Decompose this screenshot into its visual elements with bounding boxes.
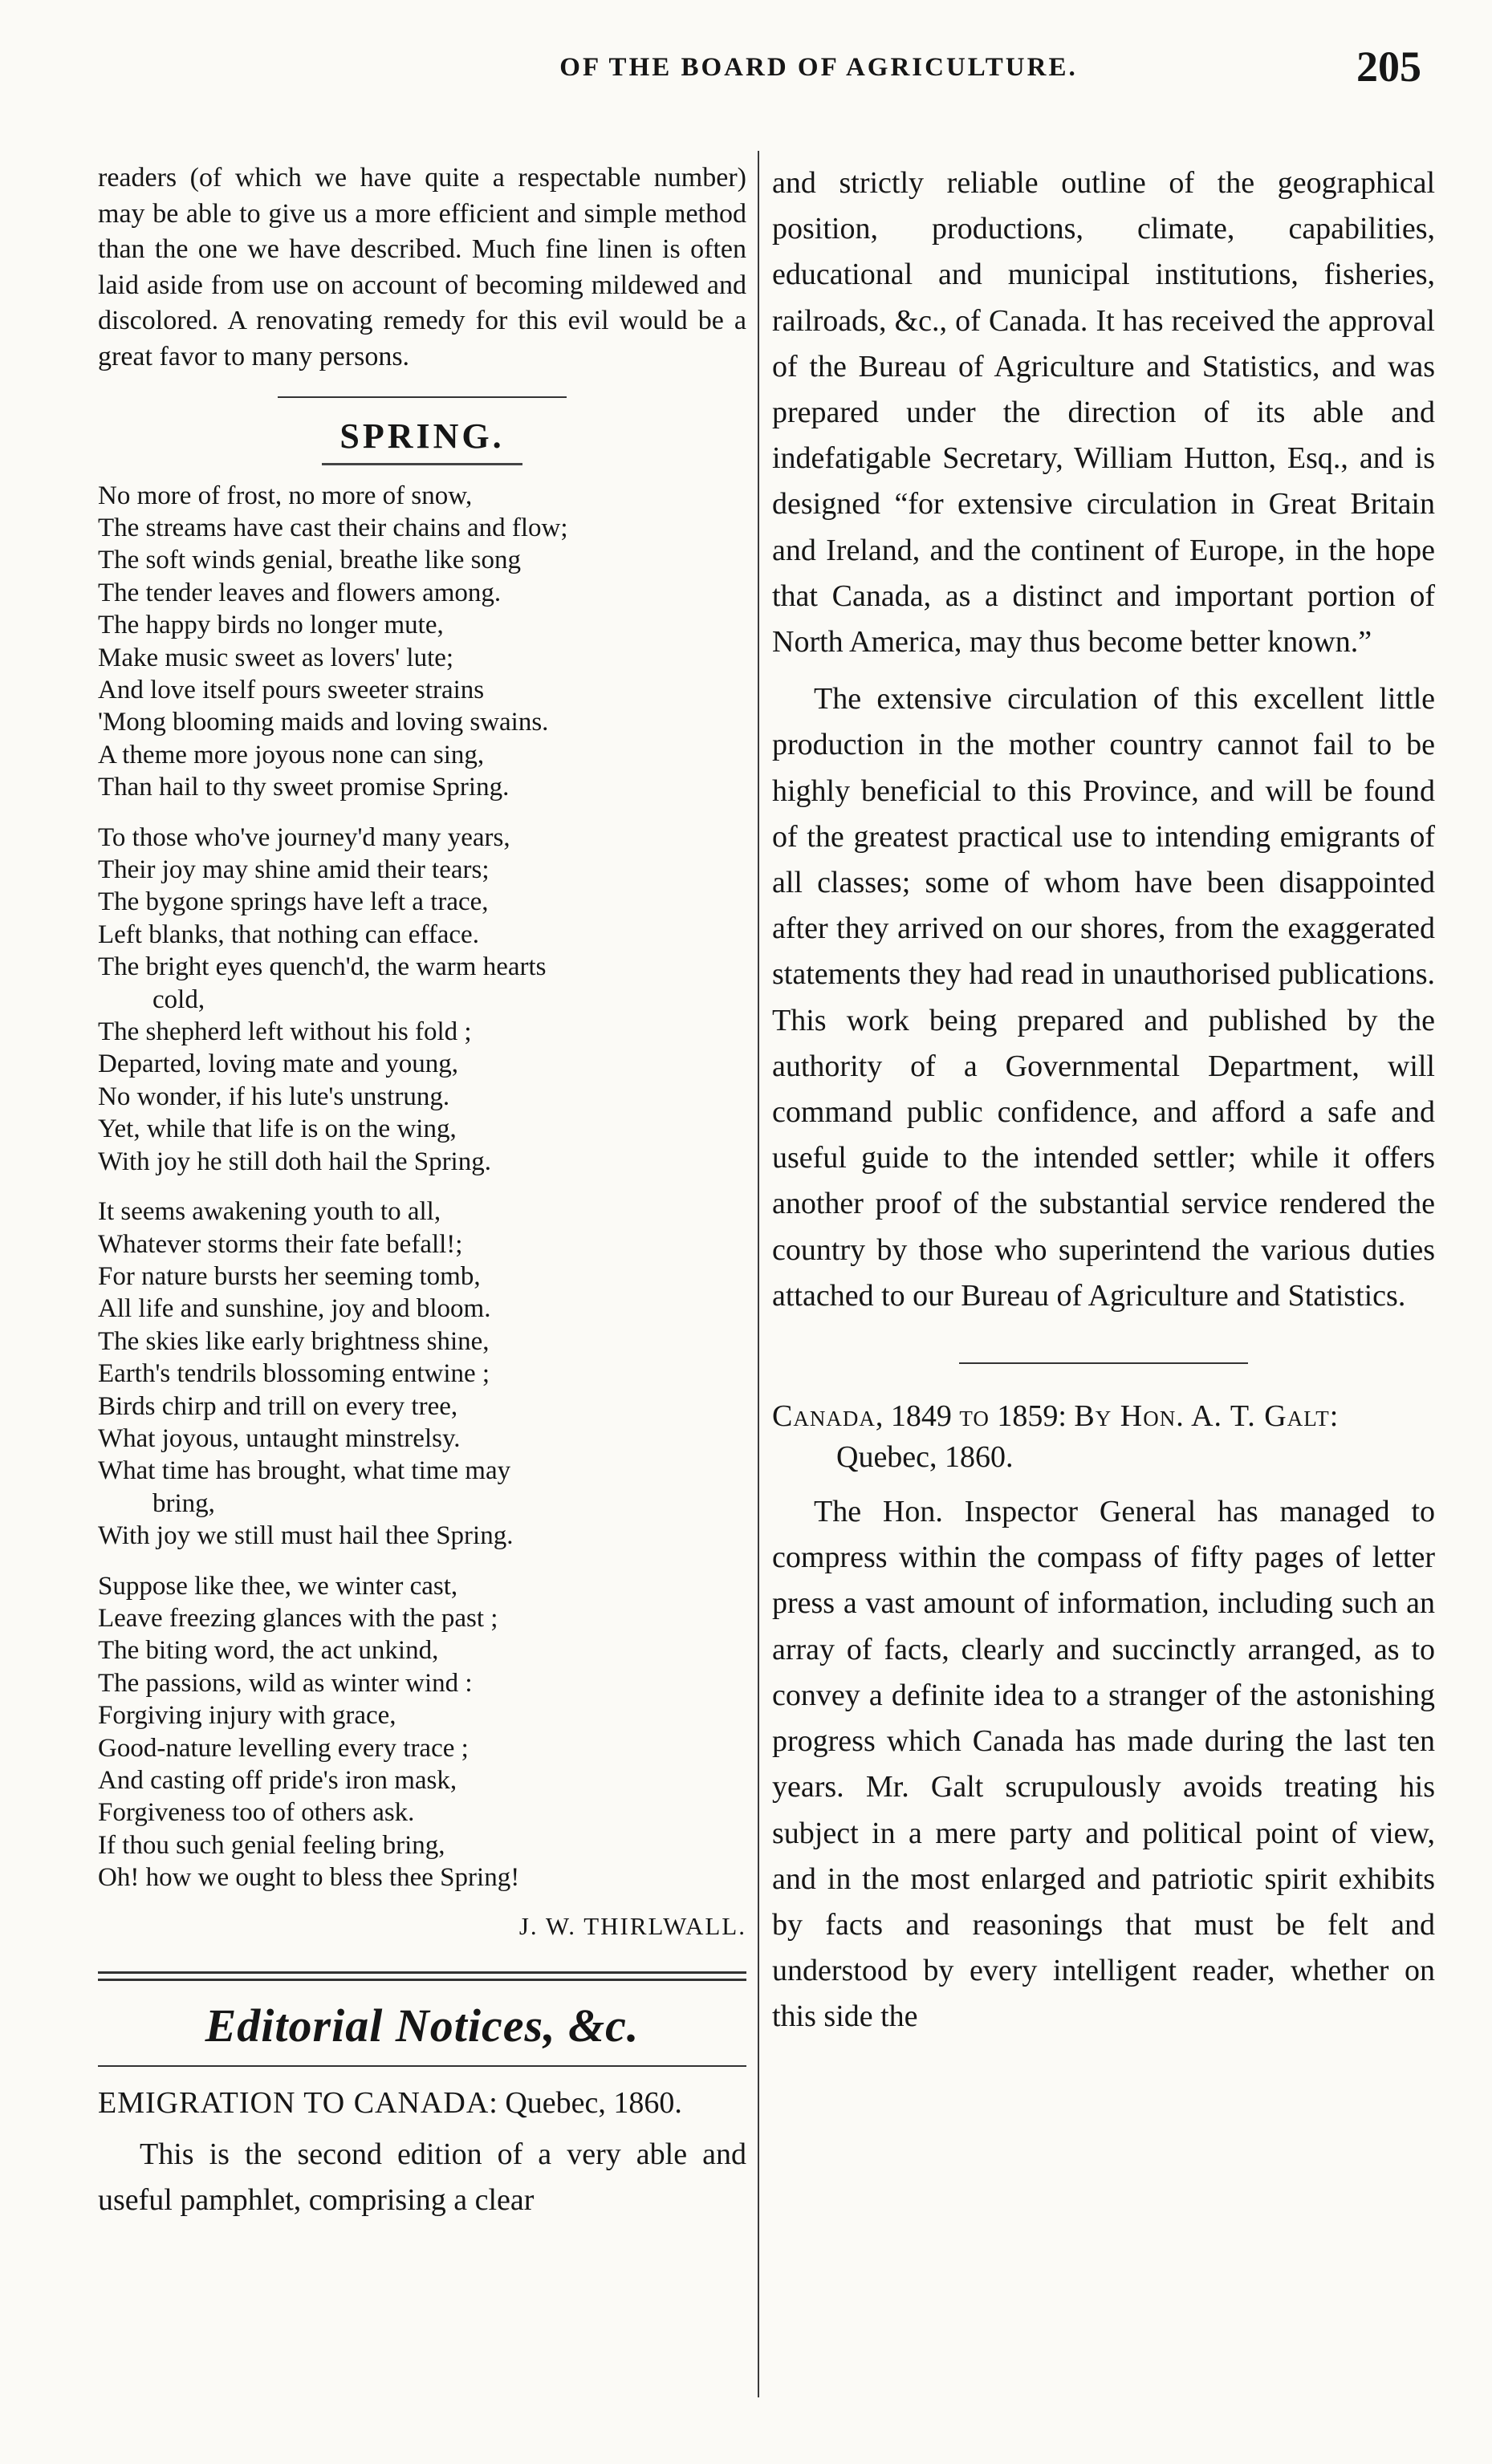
poem-line: Good-nature levelling every trace ; — [98, 1733, 469, 1763]
poem-line: Than hail to thy sweet promise Spring. — [98, 773, 510, 802]
right-paragraph-2: The extensive circulation of this excellent little production in the mother country cannot fail to be highly beneficial to this Province, and will be found of the greatest practical use to intending emigrants of all classes; some of whom have been disappointed after they arrived on our shores, from the exaggerated statements they had read in unauthorised publications. This work being prepared and published by the authority of a Governmental Department, will command public confidence, and afford a safe and useful guide to the intended settler; while it offers another proof of the substantial service rendered the country by those who superintend the various duties attached to our Bureau of Agriculture and Statistics. — [772, 682, 1435, 1313]
section-rule — [98, 2065, 746, 2067]
poem-line: Birds chirp and trill on every tree, — [98, 1391, 458, 1421]
poem-line: bring, — [152, 1488, 215, 1518]
poem-line: The tender leaves and flowers among. — [98, 578, 502, 607]
left-column — [98, 160, 746, 2223]
poem-line: What joyous, untaught minstrelsy. — [98, 1423, 461, 1453]
poem-line: If thou such genial feeling bring, — [98, 1830, 445, 1860]
notice2-rest: : Quebec, 1860. — [836, 1399, 1339, 1475]
poem-line: To those who've journey'd many years, — [98, 822, 510, 852]
poem-line: The streams have cast their chains and flow; — [98, 513, 568, 542]
poem-line: The passions, wild as winter wind : — [98, 1668, 473, 1698]
notice2-sc-b: to — [959, 1399, 990, 1434]
poem-line: With joy we still must hail thee Spring. — [98, 1521, 514, 1551]
poem-line: No wonder, if his lute's unstrung. — [98, 1082, 450, 1111]
notice-title — [98, 2083, 746, 2124]
poem-line: The soft winds genial, breathe like song — [98, 546, 521, 575]
poem-stanza — [98, 1195, 746, 1552]
notice-title-rest: : Quebec, 1860. — [489, 2085, 682, 2120]
notice2-mid2: 1859: — [989, 1399, 1075, 1434]
poem — [98, 480, 746, 1894]
poem-line: Make music sweet as lovers' lute; — [98, 643, 454, 672]
notice-title-2 — [772, 1396, 1435, 1478]
column-divider — [758, 151, 759, 2397]
poem-line: With joy he still doth hail the Spring. — [98, 1147, 491, 1176]
poem-line: The bygone springs have left a trace, — [98, 887, 489, 917]
poem-line: Leave freezing glances with the past ; — [98, 1603, 498, 1633]
poem-line: Earth's tendrils blossoming entwine ; — [98, 1359, 490, 1389]
separator-rule — [959, 1362, 1248, 1364]
poem-line: And casting off pride's iron mask, — [98, 1766, 457, 1795]
notice2-sc-c: By Hon. A. T. Galt — [1074, 1399, 1330, 1434]
right-column — [772, 160, 1435, 2040]
notice2-mid: , 1849 — [875, 1399, 960, 1434]
poem-title: SPRING. — [339, 416, 505, 456]
right-paragraph-1: and strictly reliable outline of the geographical position, productions, climate, capabilities, educational and municipal institutions, fisheries, railroads, &c., of Canada. It has received the approval of the Bureau of Agriculture and Statistics, and was prepared under the direction of its able and indefatigable Secretary, William Hutton, Esq., and is designed “for extensive circulation in Great Britain and Ireland, and the continent of Europe, in the hope that Canada, as a distinct and important portion of North America, may thus become better known.” — [772, 166, 1435, 660]
poem-line: Whatever storms their fate befall!; — [98, 1229, 463, 1259]
poem-signature: J. W. THIRLWALL. — [518, 1911, 746, 1940]
poem-line: Departed, loving mate and young, — [98, 1049, 459, 1079]
poem-stanza — [98, 480, 746, 804]
running-title: OF THE BOARD OF AGRICULTURE. — [559, 53, 1078, 82]
poem-line: Suppose like thee, we winter cast, — [98, 1571, 458, 1601]
poem-line: What time has brought, what time may — [98, 1456, 511, 1486]
poem-line: Oh! how we ought to bless thee Spring! — [98, 1863, 520, 1893]
poem-line: Their joy may shine amid their tears; — [98, 855, 490, 885]
separator-rule — [278, 396, 567, 398]
poem-line: All life and sunshine, joy and bloom. — [98, 1294, 491, 1324]
poem-line: Forgiving injury with grace, — [98, 1701, 396, 1731]
poem-line: The biting word, the act unkind, — [98, 1636, 439, 1666]
poem-line: Left blanks, that nothing can efface. — [98, 919, 479, 949]
poem-line: cold, — [152, 984, 205, 1014]
intro-paragraph: readers (of which we have quite a respectable number) may be able to give us a more efficient and simple method than the one we have described. Much fine linen is often laid aside from use on account of becoming mildewed and discolored. A renovating remedy for this evil would be a great favor to many persons. — [98, 163, 746, 371]
notice-body: This is the second edition of a very able and useful pamphlet, comprising a clear — [98, 2137, 746, 2217]
poem-line: The shepherd left without his fold ; — [98, 1017, 472, 1047]
poem-title-underline — [322, 463, 522, 465]
poem-line: The happy birds no longer mute, — [98, 611, 444, 640]
poem-line: It seems awakening youth to all, — [98, 1197, 441, 1227]
page-number: 205 — [1356, 43, 1421, 91]
notice2-sc-a: Canada — [772, 1399, 876, 1434]
poem-line: For nature bursts her seeming tomb, — [98, 1261, 481, 1291]
poem-stanza — [98, 1570, 746, 1894]
notice-title-smallcaps: EMIGRATION TO CANADA — [98, 2085, 490, 2120]
section-heading: Editorial Notices, &c. — [205, 1999, 640, 2052]
double-rule — [98, 1971, 746, 1981]
poem-stanza — [98, 822, 746, 1178]
poem-line: The skies like early brightness shine, — [98, 1326, 490, 1356]
poem-line: Yet, while that life is on the wing, — [98, 1114, 457, 1144]
poem-line: Forgiveness too of others ask. — [98, 1798, 415, 1828]
right-paragraph-3: The Hon. Inspector General has managed to compress within the compass of fifty pages of letter press a vast amount of information, including such an array of facts, clearly and succinctly arranged, as to convey a definite idea to a stranger of the astonishing progress which Canada has made during the last ten years. Mr. Galt scrupulously avoids treating his subject in a mere party and political point of view, and in the most enlarged and patriotic spirit exhibits by facts and reasonings that must be felt and understood by every intelligent reader, whether on this side the — [772, 1495, 1435, 2034]
poem-line: A theme more joyous none can sing, — [98, 740, 485, 769]
poem-line: No more of frost, no more of snow, — [98, 481, 473, 510]
poem-line: The bright eyes quench'd, the warm hearts — [98, 952, 547, 982]
poem-line: 'Mong blooming maids and loving swains. — [98, 708, 549, 737]
poem-line: And love itself pours sweeter strains — [98, 676, 485, 704]
